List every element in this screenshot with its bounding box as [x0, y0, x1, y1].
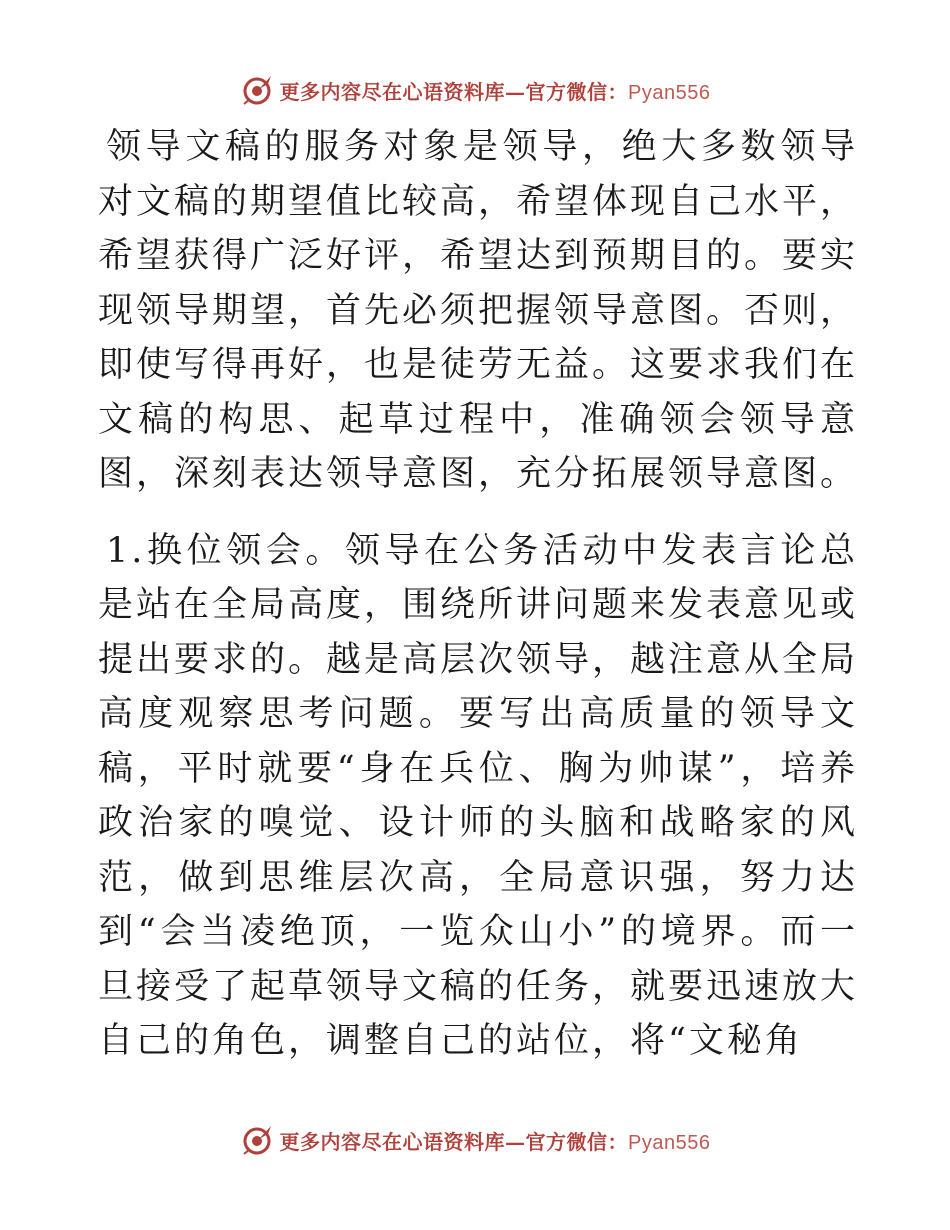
header-banner-handle: Pyan556 — [628, 81, 711, 104]
header-banner-text — [280, 76, 711, 105]
footer-banner-main: 更多内容尽在心语资料库—官方微信： — [279, 1129, 629, 1154]
document-body — [98, 120, 858, 1069]
paragraph-section-1: 1.换位领会。领导在公务活动中发表言论总是站在全局高度，围绕所讲问题来发表意见或提出要求的。越是高层次领导，越注意从全局高度观察思考问题。要写出高质量的领导文稿，平时就要“身在兵位、胸为帅谋”，培养政治家的嗅觉、设计师的头脑和战略家的风范，做到思维层次高，全局意识强，努力达到“会当凌绝顶，一览众山小”的境界。而一旦接受了起草领导文稿的任务，就要迅速放大自己的角色，调整自己的站位，将“文秘角 — [98, 530, 859, 1061]
header-banner — [0, 70, 950, 110]
quill-logo-icon — [240, 73, 274, 107]
footer-banner-text — [280, 1126, 711, 1155]
paragraph-intro: 领导文稿的服务对象是领导，绝大多数领导对文稿的期望值比较高，希望体现自己水平，希望获得广泛好评，希望达到预期目的。要实现领导期望，首先必须把握领导意图。否则，即使写得再好，也是徒劳无益。这要求我们在文稿的构思、起草过程中，准确领会领导意图，深刻表达领导意图，充分拓展领导意图。 — [98, 127, 859, 494]
quill-logo-icon — [240, 1123, 274, 1157]
header-banner-main: 更多内容尽在心语资料库—官方微信： — [279, 79, 629, 104]
footer-banner-handle: Pyan556 — [628, 1131, 711, 1154]
footer-banner — [0, 1120, 950, 1160]
